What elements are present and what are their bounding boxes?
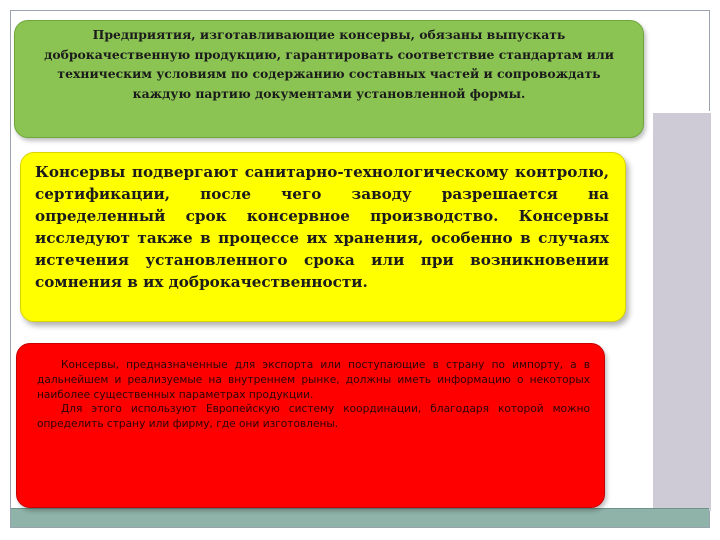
yellow-box-text: Консервы подвергают санитарно-технологическому контролю, сертификации, после чего заводу разрешается на определенный срок консервное производство. Консервы исследуют также в процессе их хранения, особенно в случаях истечения установленного срока или при возникновении сомнения в их доброкачественности.	[35, 163, 609, 291]
red-box-paragraph-2: Для этого используют Европейскую систему координации, благодаря которой можно определить страну или фирму, где они изготовлены.	[37, 403, 590, 431]
green-box-text: Предприятия, изготавливающие консервы, обязаны выпускать доброкачественную продукцию, гарантировать соответствие стандартам или техническим условиям по содержанию составных частей и сопровождать каждую партию документами установленной формы.	[44, 27, 614, 101]
green-text-box	[14, 20, 644, 138]
red-box-paragraph-1: Консервы, предназначенные для экспорта или поступающие в страну по импорту, а в дальнейшем и реализуемые на внутреннем рынке, должны иметь информацию о некоторых наиболее существенных параметрах продукции.	[37, 359, 590, 401]
red-text-box	[16, 343, 605, 508]
side-decor-panel	[653, 111, 711, 511]
bottom-decor-bar	[11, 508, 709, 527]
yellow-text-box	[20, 152, 626, 322]
